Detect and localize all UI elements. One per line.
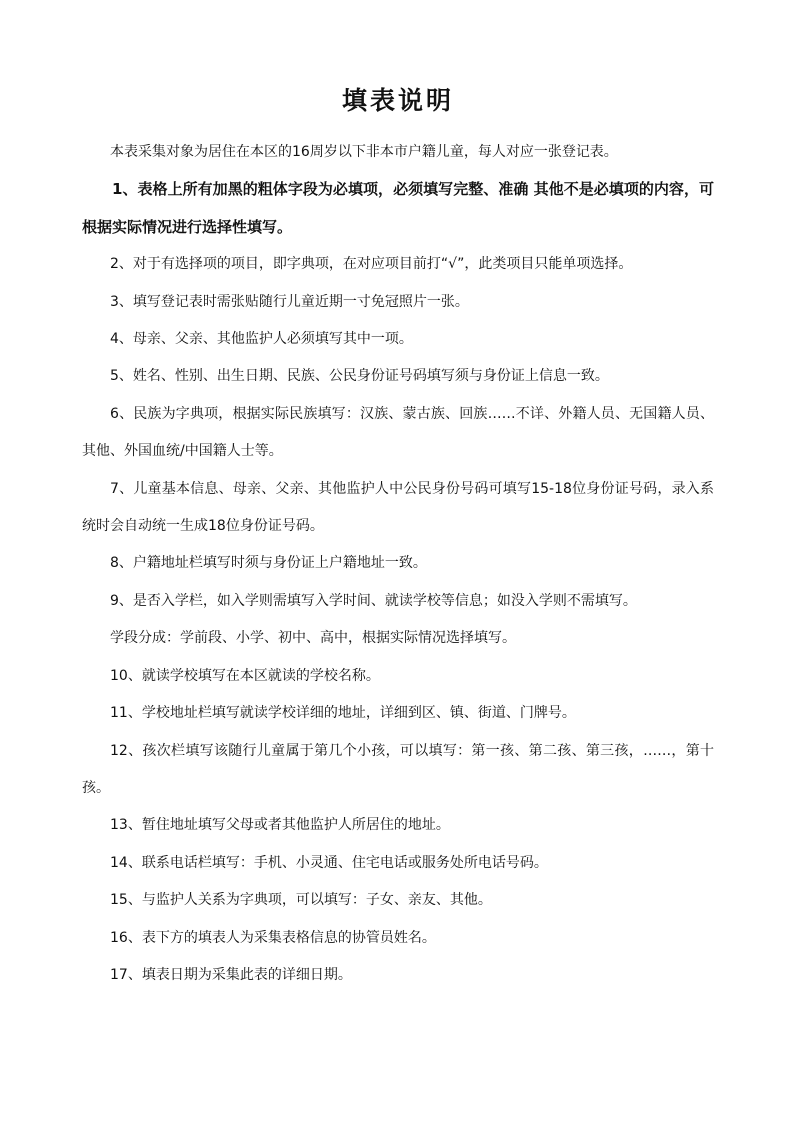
instruction-4: 4、母亲、父亲、其他监护人必须填写其中一项。 — [110, 331, 413, 348]
instruction-14: 14、联系电话栏填写：手机、小灵通、住宅电话或服务处所电话号码。 — [110, 854, 548, 871]
instruction-5: 5、姓名、性别、出生日期、民族、公民身份证号码填写须与身份证上信息一致。 — [110, 368, 609, 385]
instruction-10: 10、就读学校填写在本区就读的学校名称。 — [110, 667, 380, 684]
instruction-9-stages: 学段分成：学前段、小学、初中、高中，根据实际情况选择填写。 — [110, 630, 516, 647]
instruction-13: 13、暂住地址填写父母或者其他监护人所居住的地址。 — [110, 817, 450, 834]
instruction-6: 6、民族为字典项，根据实际民族填写：汉族、蒙古族、回族……不详、外籍人员、无国籍人员、其他、外国血统/中国籍人士等。 — [82, 405, 714, 460]
instruction-8: 8、户籍地址栏填写时须与身份证上户籍地址一致。 — [110, 555, 427, 572]
instruction-17: 17、填表日期为采集此表的详细日期。 — [110, 966, 352, 983]
document-title: 填表说明 — [341, 86, 454, 115]
instruction-9: 9、是否入学栏，如入学则需填写入学时间、就读学校等信息；如没入学则不需填写。 — [110, 592, 637, 609]
instruction-11: 11、学校地址栏填写就读学校详细的地址，详细到区、镇、街道、门牌号。 — [110, 705, 576, 722]
instruction-1: 1、表格上所有加黑的粗体字段为必填项，必须填写完整、准确 其他不是必填项的内容，可根据实际情况进行选择性填写。 — [82, 180, 714, 236]
instruction-16: 16、表下方的填表人为采集表格信息的协管员姓名。 — [110, 929, 436, 946]
instruction-2: 2、对于有选择项的项目，即字典项，在对应项目前打“√”，此类项目只能单项选择。 — [110, 256, 633, 273]
intro-paragraph: 本表采集对象为居住在本区的16周岁以下非本市户籍儿童，每人对应一张登记表。 — [110, 144, 618, 160]
instruction-15: 15、与监护人关系为字典项，可以填写：子女、亲友、其他。 — [110, 892, 492, 909]
instruction-12: 12、孩次栏填写该随行儿童属于第几个小孩，可以填写：第一孩、第二孩、第三孩，……，第十孩。 — [82, 742, 714, 796]
instruction-3: 3、填写登记表时需张贴随行儿童近期一寸免冠照片一张。 — [110, 293, 469, 310]
instruction-7: 7、儿童基本信息、母亲、父亲、其他监护人中公民身份号码可填写15-18位身份证号码，录入系统时会自动统一生成18位身份证号码。 — [82, 480, 714, 535]
